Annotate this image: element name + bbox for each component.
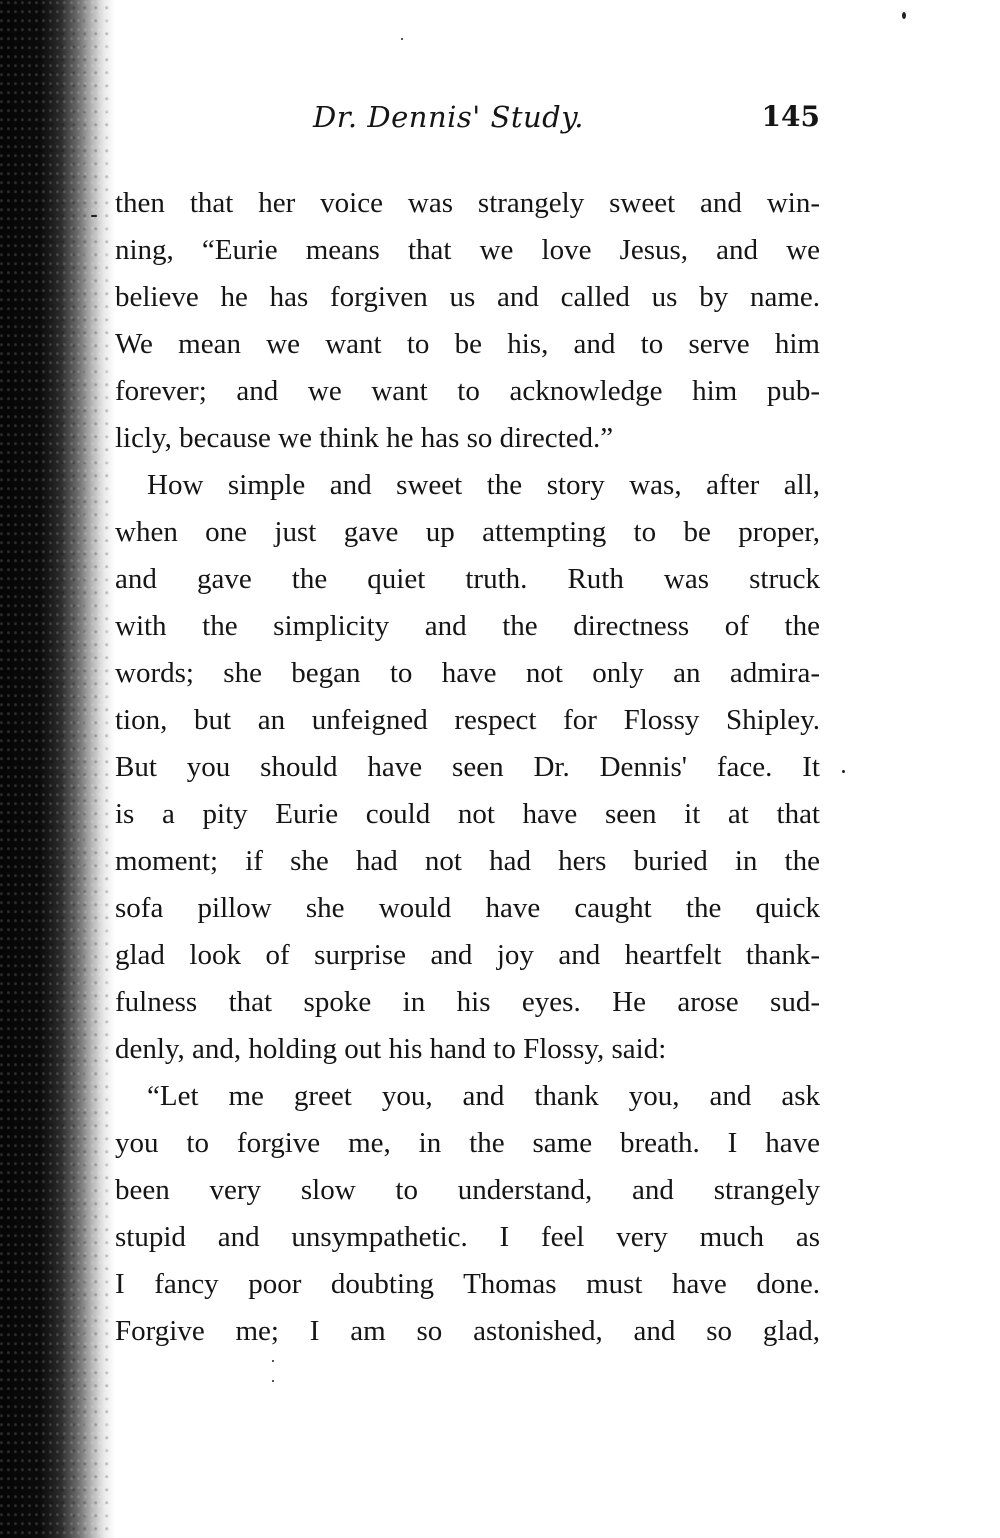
text-line-18: fulness that spoke in his eyes. He arose sud- [115, 986, 820, 1018]
text-line-4: We mean we want to be his, and to serve him [115, 328, 820, 360]
text-line-5: forever; and we want to acknowledge him pub- [115, 375, 820, 407]
text-line-16: sofa pillow she would have caught the quick [115, 892, 820, 924]
text-line-20: “Let me greet you, and thank you, and ask [147, 1080, 820, 1112]
text-line-10: with the simplicity and the directness of the [115, 610, 820, 642]
text-line-21: you to forgive me, in the same breath. I have [115, 1127, 820, 1159]
book-page [115, 0, 820, 1538]
text-line-23: stupid and unsympathetic. I feel very much as [115, 1221, 820, 1253]
scan-speck [272, 1380, 274, 1382]
running-head [115, 100, 820, 142]
text-line-9: and gave the quiet truth. Ruth was struck [115, 563, 820, 595]
text-line-17: glad look of surprise and joy and heartfelt thank- [115, 939, 820, 971]
text-line-6: licly, because we think he has so directed.” [115, 422, 614, 454]
text-line-11: words; she began to have not only an admira- [115, 657, 820, 689]
text-line-3: believe he has forgiven us and called us by name. [115, 281, 820, 313]
text-line-12: tion, but an unfeigned respect for Flossy Shipley. [115, 704, 820, 736]
text-line-7: How simple and sweet the story was, after all, [147, 469, 820, 501]
scan-speck [842, 770, 845, 773]
scan-speck [902, 12, 906, 19]
body-text [115, 180, 820, 1355]
binding-speckle-texture [0, 0, 115, 1538]
text-line-24: I fancy poor doubting Thomas must have done. [115, 1268, 820, 1300]
text-line-8: when one just gave up attempting to be proper, [115, 516, 820, 548]
scan-speck [91, 215, 97, 217]
text-line-15: moment; if she had not had hers buried in the [115, 845, 820, 877]
scan-speck [272, 1360, 274, 1362]
page-number: 145 [761, 100, 820, 133]
text-line-13: But you should have seen Dr. Dennis' face. It [115, 751, 820, 783]
running-title: Dr. Dennis' Study. [313, 100, 584, 134]
text-line-1: then that her voice was strangely sweet and win- [115, 187, 820, 219]
text-line-19: denly, and, holding out his hand to Flossy, said: [115, 1033, 667, 1065]
scan-speck [401, 38, 403, 40]
text-line-22: been very slow to understand, and strangely [115, 1174, 820, 1206]
text-line-2: ning, “Eurie means that we love Jesus, and we [115, 234, 820, 266]
text-line-14: is a pity Eurie could not have seen it at that [115, 798, 820, 830]
text-line-25: Forgive me; I am so astonished, and so glad, [115, 1315, 820, 1347]
